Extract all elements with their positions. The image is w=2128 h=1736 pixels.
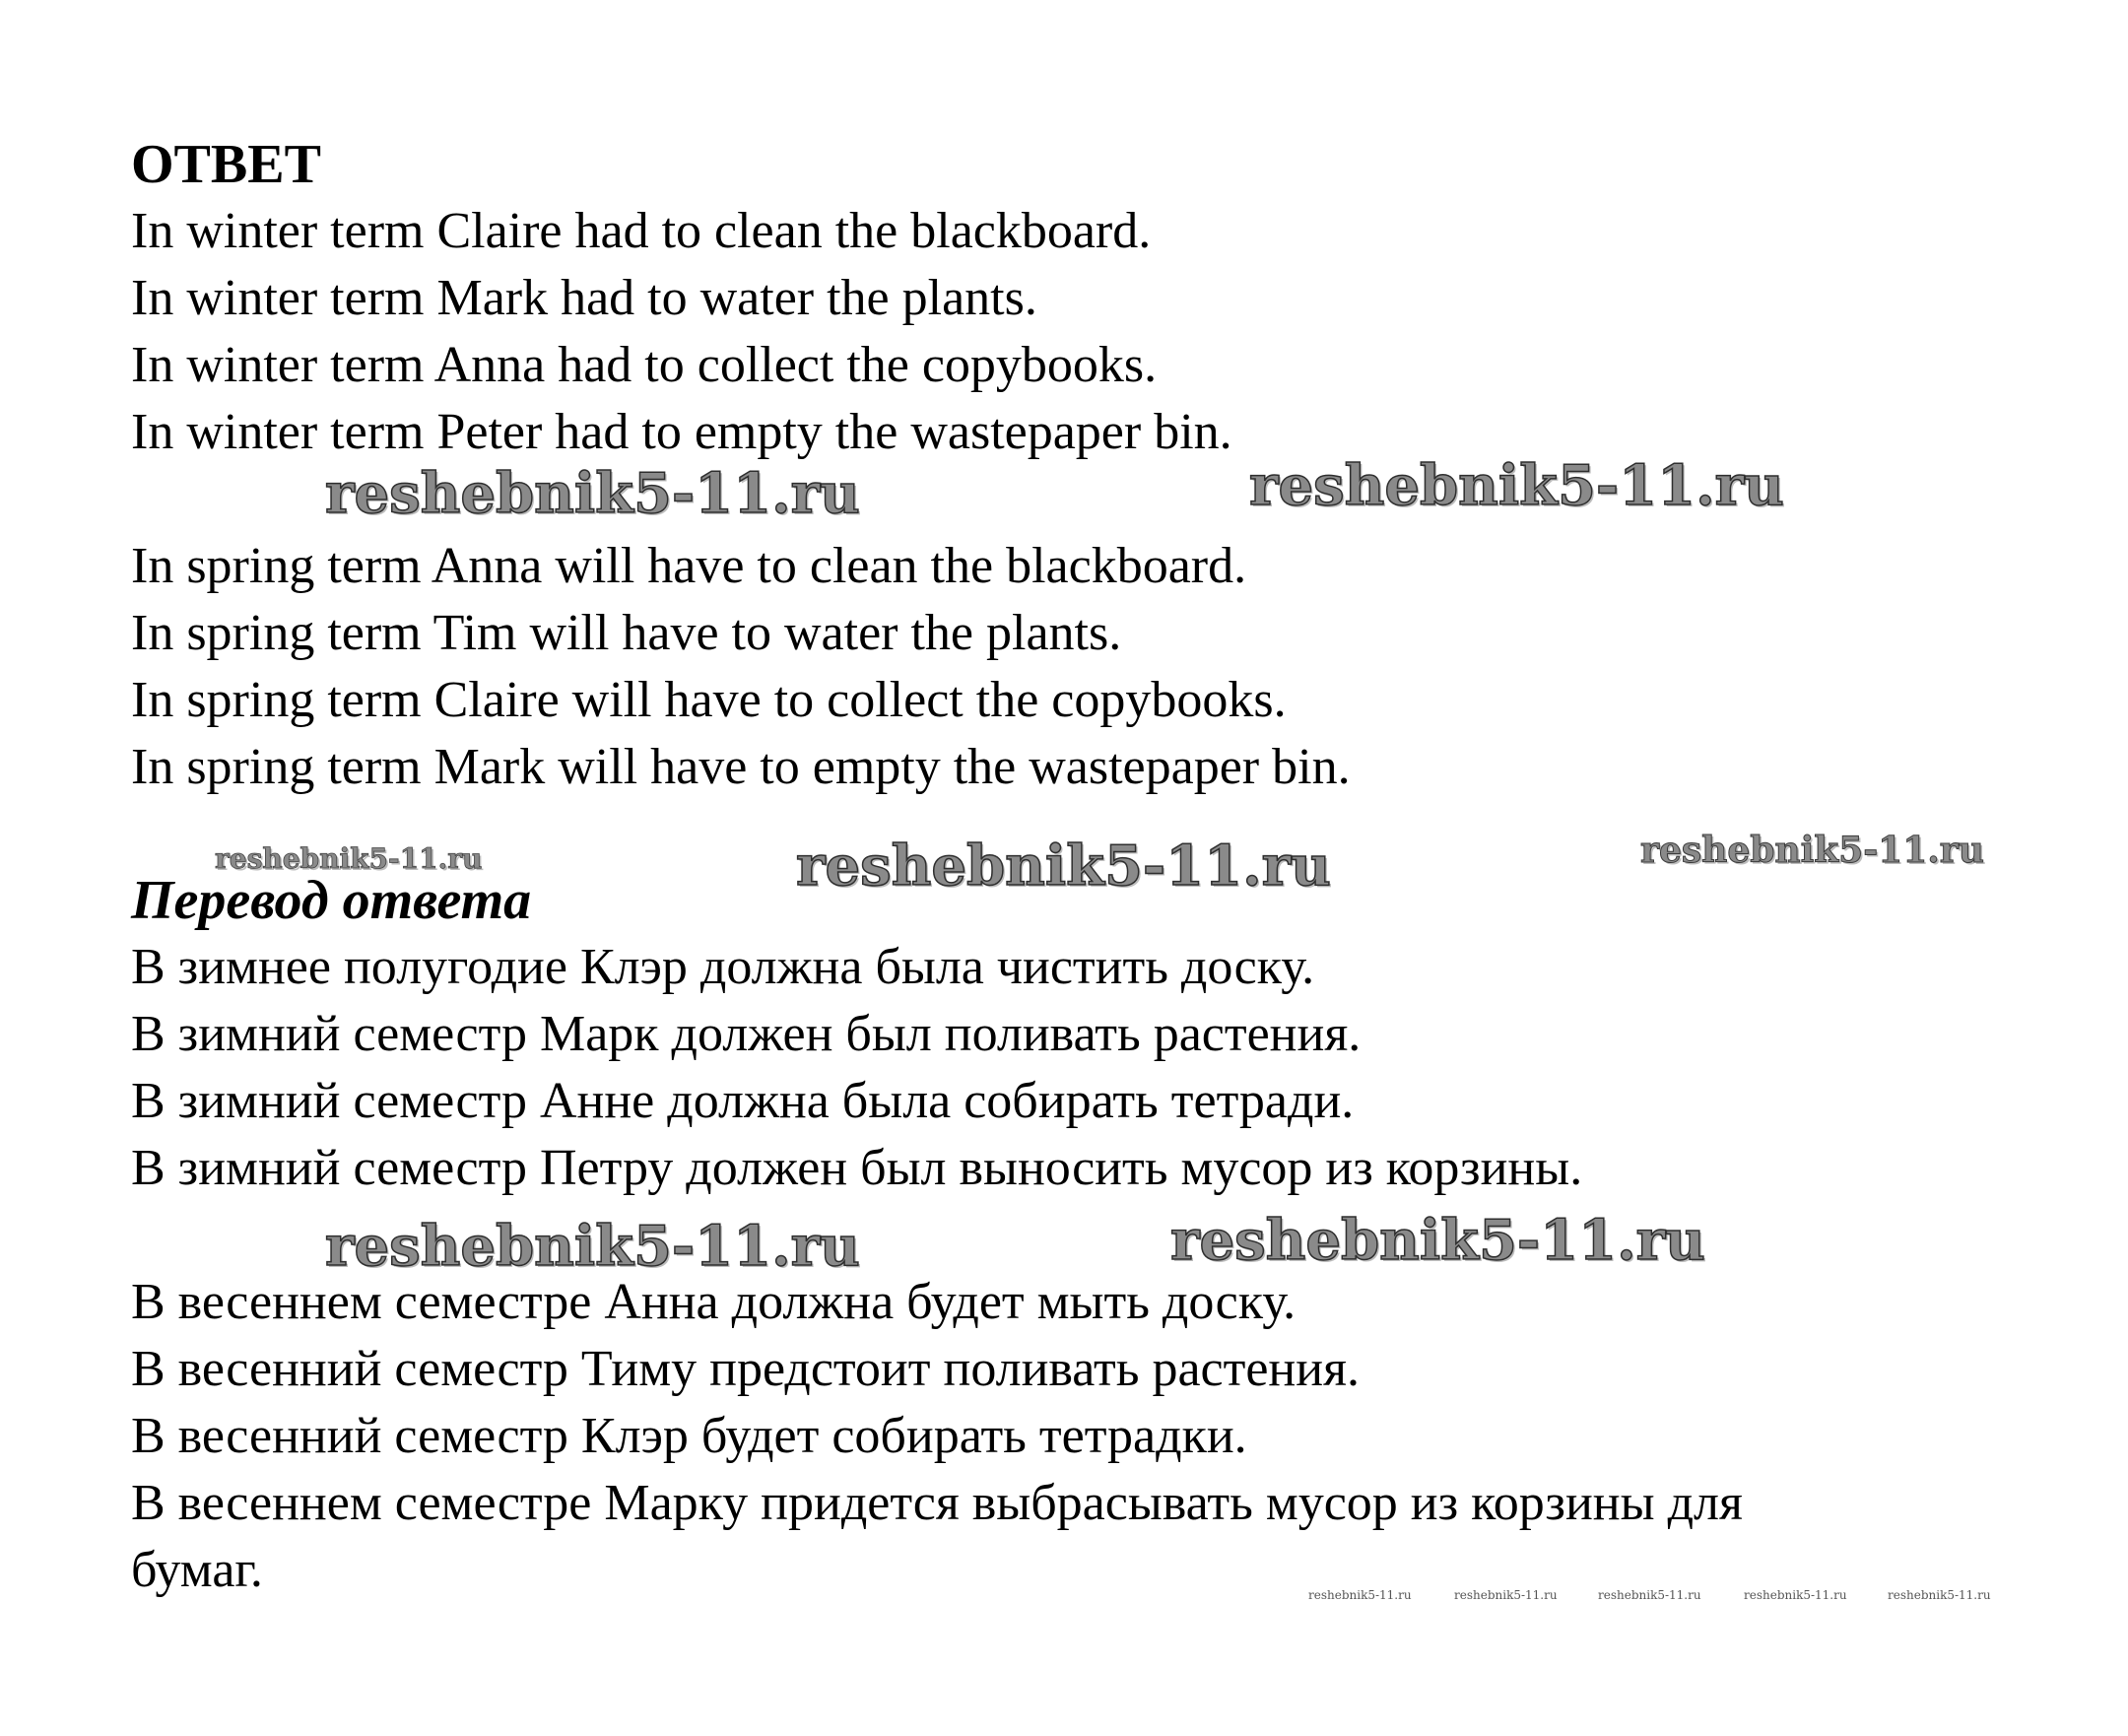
translation-spring-line-5: бумаг. bbox=[131, 1542, 263, 1598]
watermark: reshebnik5-11.ru bbox=[1308, 1588, 1412, 1602]
translation-winter-line-2: В зимний семестр Марк должен был поливать растения. bbox=[131, 1006, 1362, 1062]
watermark: reshebnik5-11.ru bbox=[215, 842, 483, 875]
watermark: reshebnik5-11.ru bbox=[1598, 1588, 1701, 1602]
answer-spring-line-3: In spring term Claire will have to collect the copybooks. bbox=[131, 672, 1287, 728]
translation-heading: Перевод ответа bbox=[131, 870, 532, 931]
watermark: reshebnik5-11.ru bbox=[325, 1214, 860, 1279]
translation-winter-line-4: В зимний семестр Петру должен был выносить мусор из корзины. bbox=[131, 1140, 1583, 1196]
watermark: reshebnik5-11.ru bbox=[1249, 453, 1784, 518]
answer-heading: ОТВЕТ bbox=[131, 134, 321, 195]
watermark: reshebnik5-11.ru bbox=[1640, 830, 1984, 871]
watermark: reshebnik5-11.ru bbox=[1170, 1208, 1705, 1273]
answer-spring-line-2: In spring term Tim will have to water the plants. bbox=[131, 605, 1122, 661]
translation-spring-line-1: В весеннем семестре Анна должна будет мыть доску. bbox=[131, 1274, 1297, 1330]
translation-spring-line-2: В весенний семестр Тиму предстоит поливать растения. bbox=[131, 1341, 1360, 1397]
answer-winter-line-1: In winter term Claire had to clean the blackboard. bbox=[131, 203, 1152, 259]
watermark: reshebnik5-11.ru bbox=[325, 461, 860, 526]
watermark: reshebnik5-11.ru bbox=[1744, 1588, 1847, 1602]
answer-winter-line-3: In winter term Anna had to collect the copybooks. bbox=[131, 337, 1158, 393]
watermark: reshebnik5-11.ru bbox=[796, 834, 1331, 899]
answer-winter-line-2: In winter term Mark had to water the plants. bbox=[131, 270, 1037, 326]
translation-winter-line-3: В зимний семестр Анне должна была собирать тетради. bbox=[131, 1073, 1355, 1129]
watermark: reshebnik5-11.ru bbox=[1454, 1588, 1558, 1602]
watermark: reshebnik5-11.ru bbox=[1888, 1588, 1991, 1602]
translation-winter-line-1: В зимнее полугодие Клэр должна была чистить доску. bbox=[131, 939, 1315, 995]
translation-spring-line-3: В весенний семестр Клэр будет собирать тетрадки. bbox=[131, 1408, 1247, 1464]
answer-winter-line-4: In winter term Peter had to empty the wastepaper bin. bbox=[131, 404, 1232, 460]
translation-spring-line-4: В весеннем семестре Марку придется выбрасывать мусор из корзины для bbox=[131, 1475, 1743, 1531]
answer-spring-line-1: In spring term Anna will have to clean the blackboard. bbox=[131, 538, 1247, 594]
answer-spring-line-4: In spring term Mark will have to empty the wastepaper bin. bbox=[131, 739, 1351, 795]
